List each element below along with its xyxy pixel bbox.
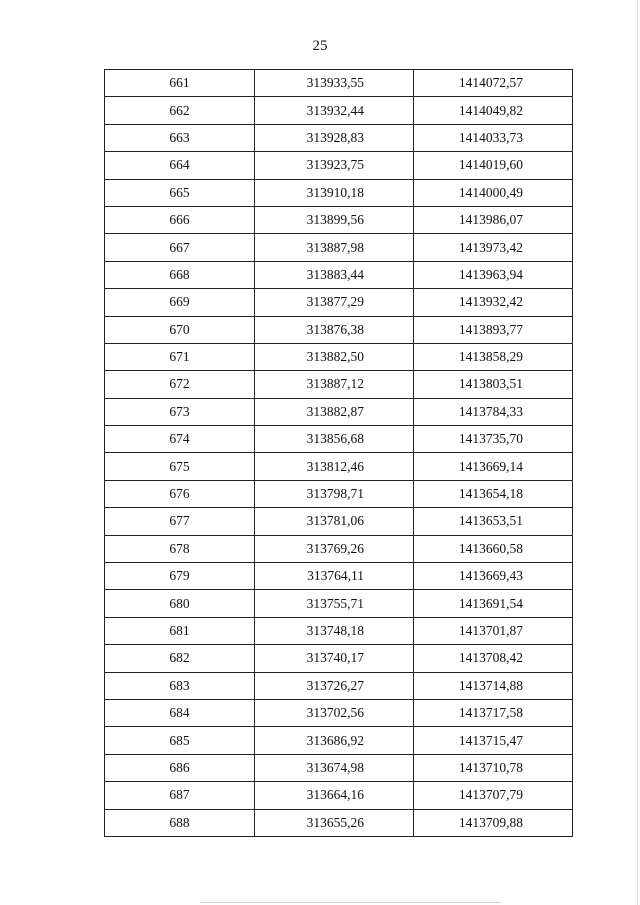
y-coordinate-cell: 1413803,51 (414, 371, 573, 398)
table-row (105, 152, 573, 179)
y-coordinate-cell: 1413701,87 (414, 617, 573, 644)
x-coordinate-cell: 313933,55 (255, 70, 414, 97)
table-row (105, 261, 573, 288)
table-row (105, 426, 573, 453)
x-coordinate-cell: 313798,71 (255, 480, 414, 507)
point-number-cell: 682 (105, 645, 255, 672)
point-number-cell: 672 (105, 371, 255, 398)
point-number-cell: 675 (105, 453, 255, 480)
point-number-cell: 667 (105, 234, 255, 261)
table-row (105, 124, 573, 151)
y-coordinate-cell: 1414049,82 (414, 97, 573, 124)
y-coordinate-cell: 1413707,79 (414, 782, 573, 809)
table-row (105, 97, 573, 124)
y-coordinate-cell: 1413653,51 (414, 508, 573, 535)
point-number-cell: 665 (105, 179, 255, 206)
table-row (105, 617, 573, 644)
table-row (105, 343, 573, 370)
x-coordinate-cell: 313769,26 (255, 535, 414, 562)
table-row (105, 809, 573, 836)
y-coordinate-cell: 1413735,70 (414, 426, 573, 453)
coordinates-table-body (105, 70, 573, 837)
y-coordinate-cell: 1414019,60 (414, 152, 573, 179)
x-coordinate-cell: 313883,44 (255, 261, 414, 288)
point-number-cell: 679 (105, 563, 255, 590)
point-number-cell: 671 (105, 343, 255, 370)
x-coordinate-cell: 313726,27 (255, 672, 414, 699)
x-coordinate-cell: 313887,12 (255, 371, 414, 398)
y-coordinate-cell: 1413710,78 (414, 754, 573, 781)
x-coordinate-cell: 313702,56 (255, 699, 414, 726)
x-coordinate-cell: 313932,44 (255, 97, 414, 124)
point-number-cell: 666 (105, 206, 255, 233)
y-coordinate-cell: 1413963,94 (414, 261, 573, 288)
y-coordinate-cell: 1413708,42 (414, 645, 573, 672)
point-number-cell: 687 (105, 782, 255, 809)
table-row (105, 590, 573, 617)
table-row (105, 782, 573, 809)
table-row (105, 398, 573, 425)
point-number-cell: 670 (105, 316, 255, 343)
point-number-cell: 668 (105, 261, 255, 288)
x-coordinate-cell: 313877,29 (255, 289, 414, 316)
table-row (105, 234, 573, 261)
table-row (105, 179, 573, 206)
point-number-cell: 664 (105, 152, 255, 179)
table-row (105, 206, 573, 233)
y-coordinate-cell: 1413784,33 (414, 398, 573, 425)
page-number: 25 (312, 38, 328, 54)
y-coordinate-cell: 1414000,49 (414, 179, 573, 206)
table-row (105, 508, 573, 535)
point-number-cell: 680 (105, 590, 255, 617)
y-coordinate-cell: 1413717,58 (414, 699, 573, 726)
x-coordinate-cell: 313910,18 (255, 179, 414, 206)
point-number-cell: 681 (105, 617, 255, 644)
scan-artifact-edge (637, 0, 638, 905)
y-coordinate-cell: 1413715,47 (414, 727, 573, 754)
coordinates-table (104, 69, 573, 837)
x-coordinate-cell: 313899,56 (255, 206, 414, 233)
point-number-cell: 663 (105, 124, 255, 151)
y-coordinate-cell: 1414033,73 (414, 124, 573, 151)
point-number-cell: 662 (105, 97, 255, 124)
y-coordinate-cell: 1413973,42 (414, 234, 573, 261)
point-number-cell: 677 (105, 508, 255, 535)
y-coordinate-cell: 1413660,58 (414, 535, 573, 562)
point-number-cell: 674 (105, 426, 255, 453)
x-coordinate-cell: 313928,83 (255, 124, 414, 151)
scan-artifact-line (200, 902, 500, 903)
x-coordinate-cell: 313755,71 (255, 590, 414, 617)
y-coordinate-cell: 1413932,42 (414, 289, 573, 316)
point-number-cell: 678 (105, 535, 255, 562)
x-coordinate-cell: 313655,26 (255, 809, 414, 836)
y-coordinate-cell: 1413714,88 (414, 672, 573, 699)
y-coordinate-cell: 1413654,18 (414, 480, 573, 507)
y-coordinate-cell: 1413858,29 (414, 343, 573, 370)
table-row (105, 727, 573, 754)
x-coordinate-cell: 313856,68 (255, 426, 414, 453)
x-coordinate-cell: 313882,50 (255, 343, 414, 370)
x-coordinate-cell: 313876,38 (255, 316, 414, 343)
table-row (105, 672, 573, 699)
point-number-cell: 673 (105, 398, 255, 425)
y-coordinate-cell: 1413691,54 (414, 590, 573, 617)
point-number-cell: 686 (105, 754, 255, 781)
point-number-cell: 661 (105, 70, 255, 97)
y-coordinate-cell: 1413669,14 (414, 453, 573, 480)
point-number-cell: 684 (105, 699, 255, 726)
y-coordinate-cell: 1413669,43 (414, 563, 573, 590)
x-coordinate-cell: 313740,17 (255, 645, 414, 672)
table-row (105, 371, 573, 398)
y-coordinate-cell: 1413709,88 (414, 809, 573, 836)
x-coordinate-cell: 313887,98 (255, 234, 414, 261)
x-coordinate-cell: 313923,75 (255, 152, 414, 179)
point-number-cell: 688 (105, 809, 255, 836)
x-coordinate-cell: 313664,16 (255, 782, 414, 809)
x-coordinate-cell: 313686,92 (255, 727, 414, 754)
x-coordinate-cell: 313748,18 (255, 617, 414, 644)
x-coordinate-cell: 313812,46 (255, 453, 414, 480)
y-coordinate-cell: 1414072,57 (414, 70, 573, 97)
table-row (105, 453, 573, 480)
table-row (105, 535, 573, 562)
table-row (105, 699, 573, 726)
table-row (105, 754, 573, 781)
table-row (105, 289, 573, 316)
x-coordinate-cell: 313674,98 (255, 754, 414, 781)
table-row (105, 563, 573, 590)
point-number-cell: 683 (105, 672, 255, 699)
point-number-cell: 669 (105, 289, 255, 316)
table-row (105, 316, 573, 343)
x-coordinate-cell: 313781,06 (255, 508, 414, 535)
y-coordinate-cell: 1413893,77 (414, 316, 573, 343)
table-row (105, 645, 573, 672)
point-number-cell: 685 (105, 727, 255, 754)
table-row (105, 70, 573, 97)
point-number-cell: 676 (105, 480, 255, 507)
x-coordinate-cell: 313882,87 (255, 398, 414, 425)
table-row (105, 480, 573, 507)
x-coordinate-cell: 313764,11 (255, 563, 414, 590)
y-coordinate-cell: 1413986,07 (414, 206, 573, 233)
